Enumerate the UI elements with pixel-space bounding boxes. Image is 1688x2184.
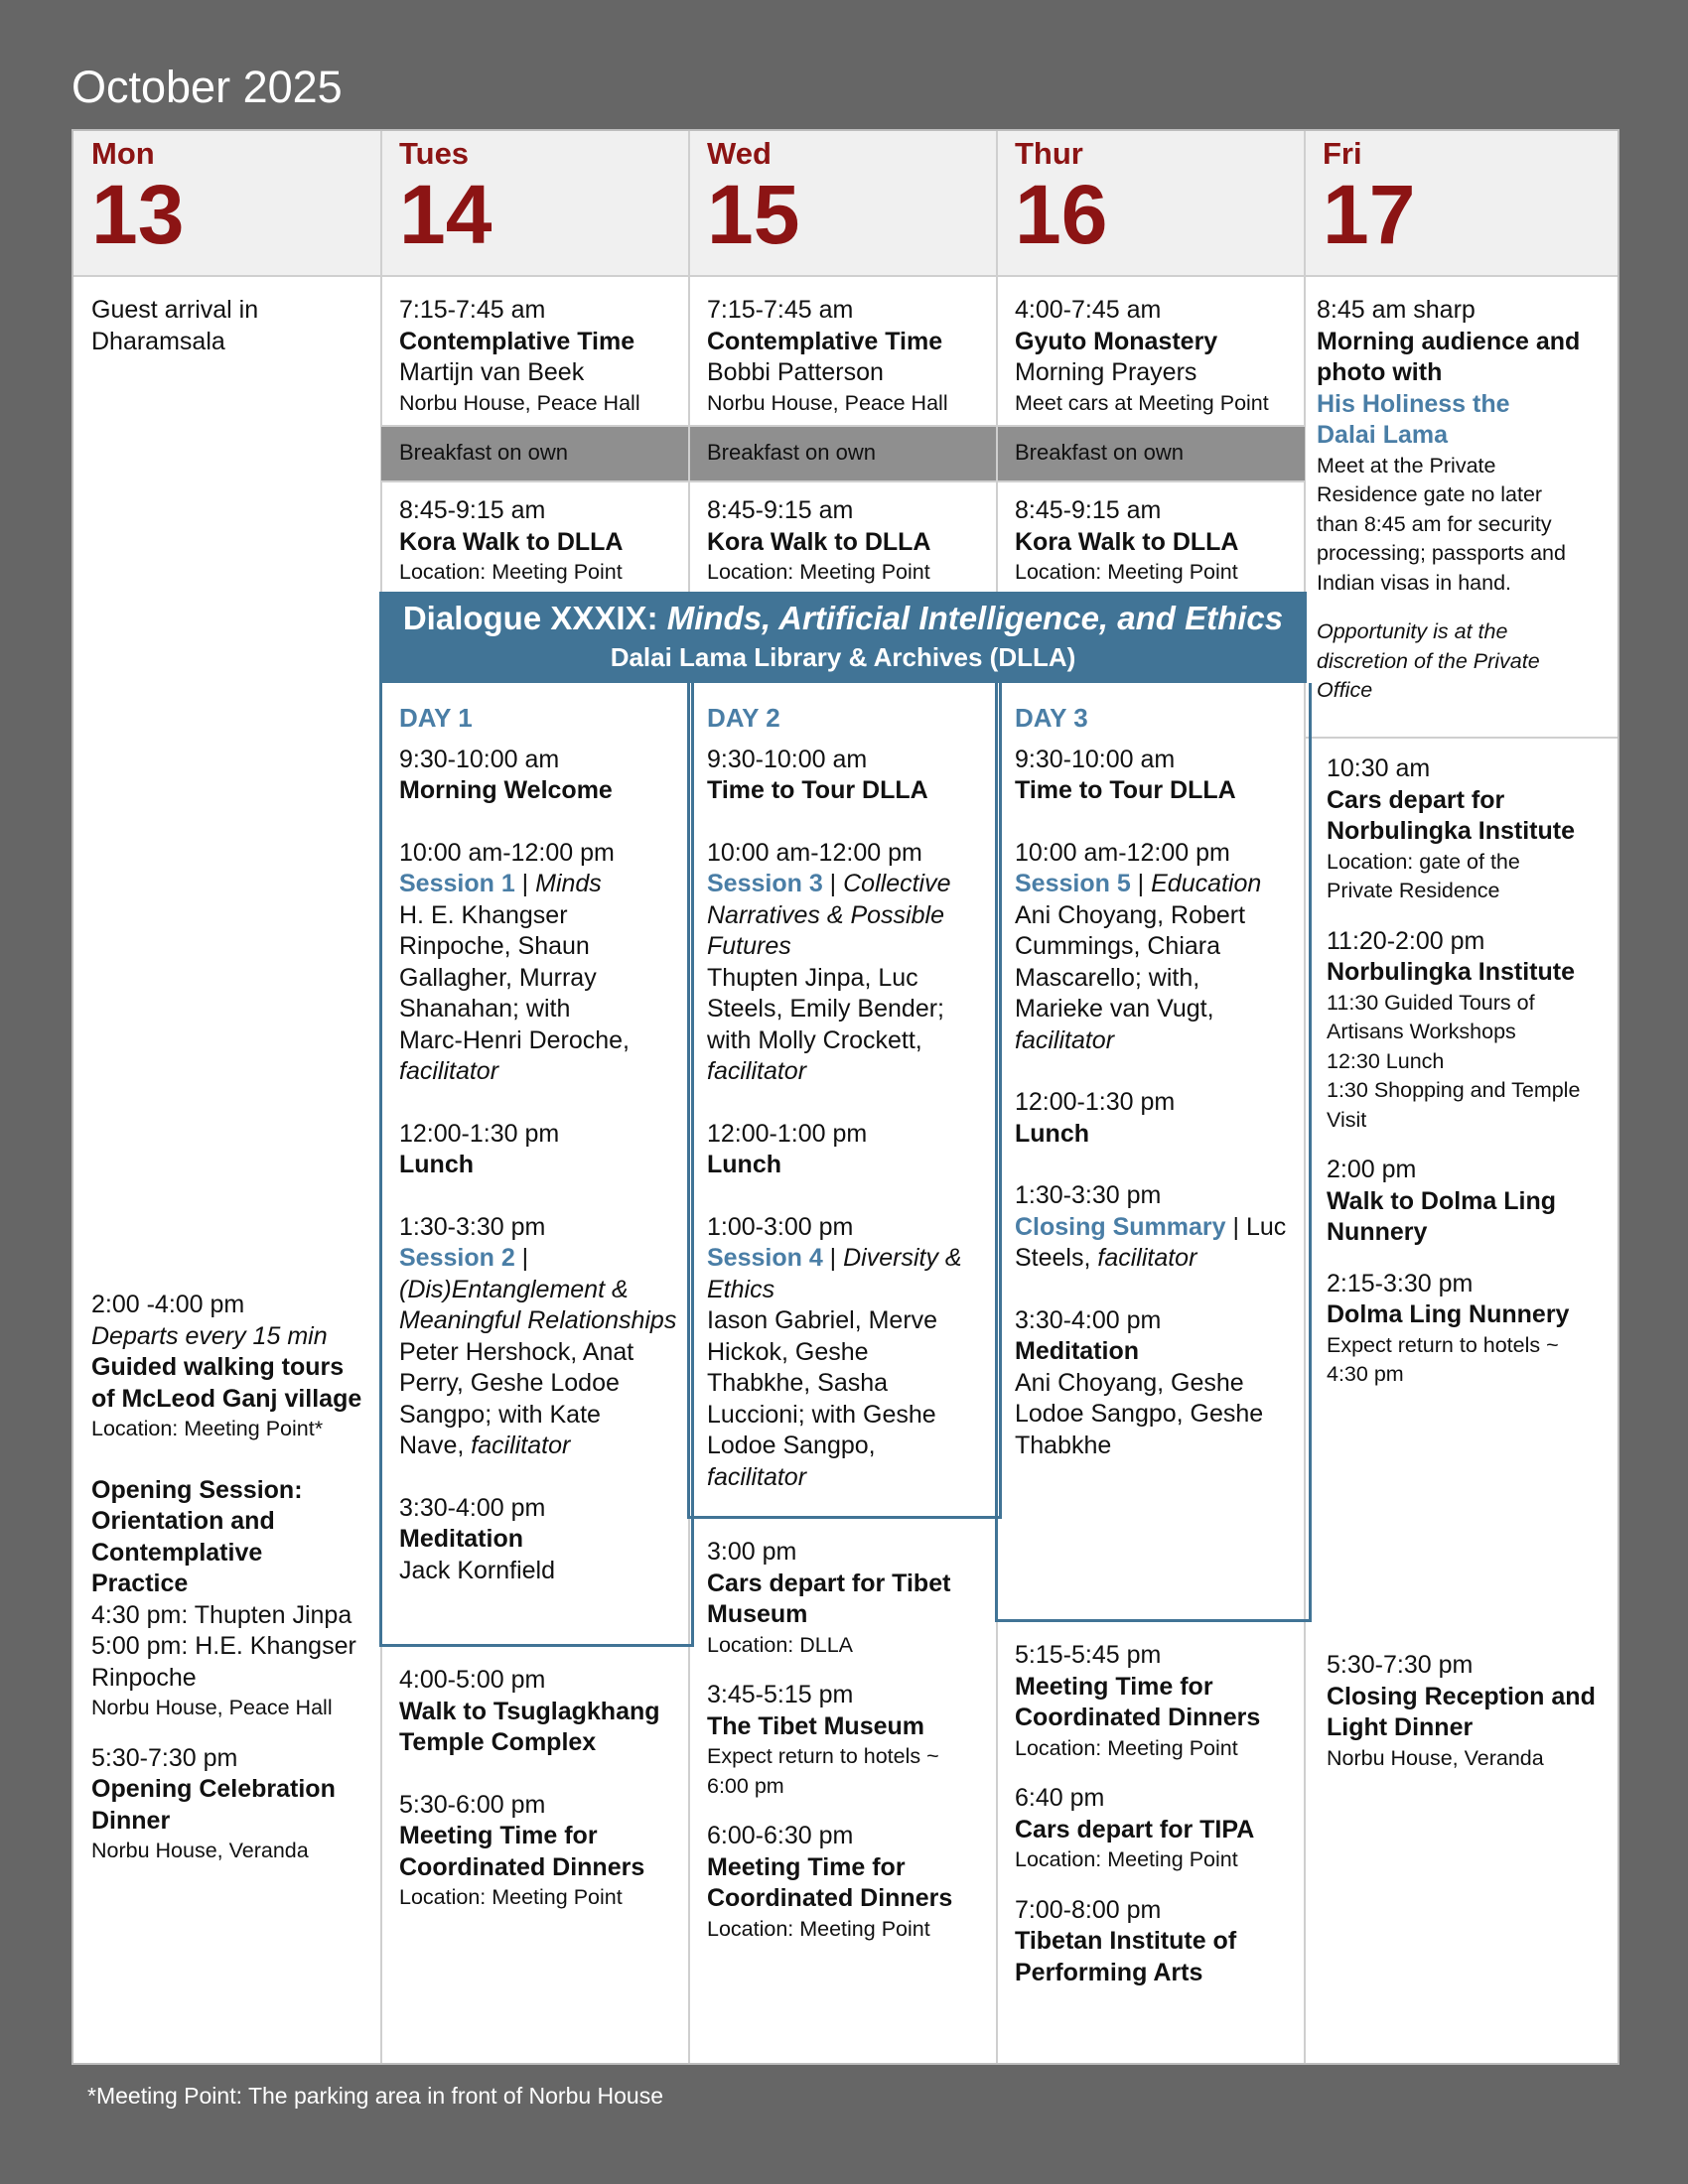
thu-kora: 8:45-9:15 am Kora Walk to DLLA Location: Meeting Point (1015, 496, 1239, 584)
day-number: 17 (1323, 168, 1416, 261)
friday-divider (1305, 737, 1618, 739)
wed-kora: 8:45-9:15 am Kora Walk to DLLA Location: Meeting Point (707, 496, 931, 584)
column-divider (996, 425, 998, 482)
banner-subtitle: Dalai Lama Library & Archives (DLLA) (610, 642, 1076, 672)
tue-kora: 8:45-9:15 am Kora Walk to DLLA Location: Meeting Point (399, 496, 624, 584)
thu-gyuto: 4:00-7:45 am Gyuto Monastery Morning Prayers Meet cars at Meeting Point (1015, 296, 1269, 415)
day-name: Fri (1323, 136, 1362, 171)
day2-content: DAY 2 9:30-10:00 am Time to Tour DLLA 10:00 am-12:00 pm Session 3 | Collective Narratives & Possible Futures Thupten Jinpa, Luc Steels, Emily Bender; with Molly Crockett, facilitator 12:00-1:00 pm Lunch 1:00-3:00 pm Session 4 | Diversity & Ethics Iason Gabriel, Merve Hickok, Geshe Thabkhe, Sasha Luccioni; with Geshe Lodoe Sangpo, facilitator (707, 703, 962, 1491)
page-title: October 2025 (71, 62, 343, 112)
wed-afternoon: 3:00 pm Cars depart for Tibet Museum Location: DLLA 3:45-5:15 pm The Tibet Museum Expect return to hotels ~ 6:00 pm 6:00-6:30 pm Meeting Time for Coordinated Dinners Location: Meeting Point (707, 1538, 953, 1941)
tue-contemplative: 7:15-7:45 am Contemplative Time Martijn van Beek Norbu House, Peace Hall (399, 296, 640, 415)
fri-reception: 5:30-7:30 pm Closing Reception and Light Dinner Norbu House, Veranda (1327, 1651, 1596, 1770)
day-number: 15 (707, 168, 800, 261)
calendar-header (73, 131, 1618, 277)
day-header-thu (997, 131, 1305, 275)
day1-label: DAY 1 (399, 703, 473, 733)
breakfast-label-wed: Breakfast on own (707, 440, 876, 465)
column-divider (688, 425, 690, 482)
fri-afternoon: 10:30 am Cars depart for Norbulingka Institute Location: gate of the Private Residence 11:20-2:00 pm Norbulingka Institute 11:30 Guided Tours of Artisans Workshops 12:30 Lunch 1:30 Shopping and Temple Visit 2:00 pm Walk to Dolma Ling Nunnery 2:15-3:30 pm Dolma Ling Nunnery Expect return to hotels ~ 4:30 pm (1327, 754, 1581, 1386)
dialogue-banner (379, 592, 1307, 683)
mon-walk-tours: 2:00 -4:00 pm Departs every 15 min Guided walking tours of McLeod Ganj village Location: Meeting Point* Opening Session: Orientation and Contemplative Practice 4:30 pm: Thupten Jinpa 5:00 pm: H.E. Khangser Rinpoche Norbu House, Peace Hall 5:30-7:30 pm Opening Celebration Dinner Norbu House, Veranda (91, 1291, 362, 1862)
day-name: Tues (399, 136, 470, 171)
day-header-fri (1305, 131, 1613, 275)
day-number: 14 (399, 168, 492, 261)
day-name: Wed (707, 136, 772, 171)
day-header-tue (381, 131, 689, 275)
breakfast-label-tue: Breakfast on own (399, 440, 568, 465)
breakfast-band (381, 425, 1305, 482)
tue-evening: 4:00-5:00 pm Walk to Tsuglagkhang Temple Complex 5:30-6:00 pm Meeting Time for Coordinated Dinners Location: Meeting Point (399, 1666, 660, 1909)
wed-contemplative: 7:15-7:45 am Contemplative Time Bobbi Patterson Norbu House, Peace Hall (707, 296, 948, 415)
thu-evening: 5:15-5:45 pm Meeting Time for Coordinated Dinners Location: Meeting Point 6:40 pm Cars depart for TIPA Location: Meeting Point 7:00-8:00 pm Tibetan Institute of Performing Arts (1015, 1641, 1261, 1986)
day3-label: DAY 3 (1015, 703, 1088, 733)
day-header-mon (73, 131, 381, 275)
day1-content: DAY 1 9:30-10:00 am Morning Welcome 10:00 am-12:00 pm Session 1 | Minds H. E. Khangser Rinpoche, Shaun Gallagher, Murray Shanahan; with Marc-Henri Deroche, facilitator 12:00-1:30 pm Lunch 1:30-3:30 pm Session 2 | (Dis)Entanglement & Meaningful Relationships Peter Hershock, Anat Perry, Geshe Lodoe Sangpo; with Kate Nave, facilitator 3:30-4:00 pm Meditation Jack Kornfield (399, 703, 677, 1584)
banner-title-italic: Minds, Artificial Intelligence, and Ethics (666, 600, 1284, 636)
mon-arrival: Guest arrival in Dharamsala (91, 296, 259, 355)
day-name: Mon (91, 136, 155, 171)
day-number: 16 (1015, 168, 1108, 261)
day3-content: DAY 3 9:30-10:00 am Time to Tour DLLA 10:00 am-12:00 pm Session 5 | Education Ani Choyang, Robert Cummings, Chiara Mascarello; with, Marieke van Vugt, facilitator 12:00-1:30 pm Lunch 1:30-3:30 pm Closing Summary | Luc Steels, facilitator 3:30-4:00 pm Meditation Ani Choyang, Geshe Lodoe Sangpo, Geshe Thabkhe (1015, 703, 1287, 1459)
fri-audience: 8:45 am sharp Morning audience and photo with His Holiness the Dalai Lama Meet at the Private Residence gate no later than 8:45 am for security processing; passports and Indian visas in hand. Opportunity is at the discretion of the Private Office (1317, 296, 1581, 702)
banner-title: Dialogue XXXIX: (402, 600, 667, 636)
footnote: *Meeting Point: The parking area in front of Norbu House (87, 2083, 664, 2109)
day2-label: DAY 2 (707, 703, 780, 733)
day-number: 13 (91, 168, 185, 261)
day-name: Thur (1015, 136, 1083, 171)
breakfast-label-thu: Breakfast on own (1015, 440, 1184, 465)
day-header-wed (689, 131, 997, 275)
